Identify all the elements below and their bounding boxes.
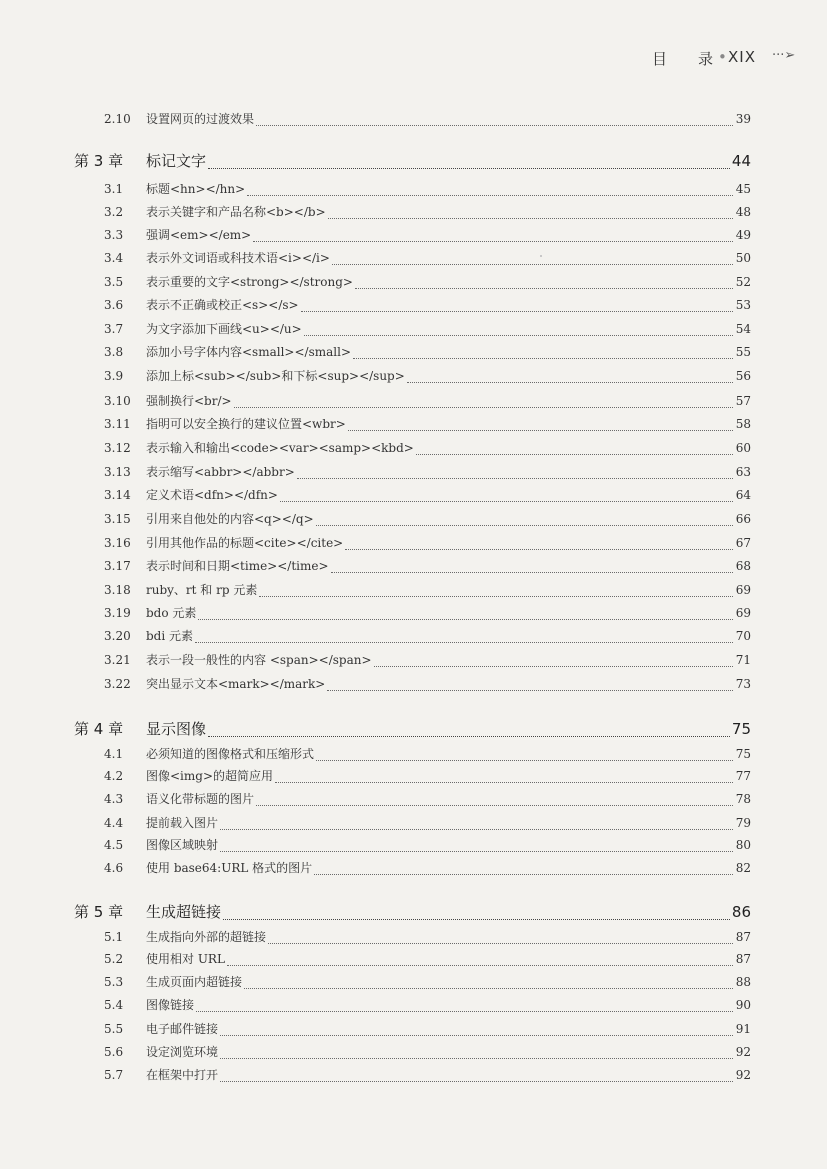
section-number: 3.9 [104,369,124,383]
page-number: 58 [735,417,751,431]
section-title: 使用 base64:URL 格式的图片 [146,861,313,875]
dot-leader [316,760,733,761]
section-number: 5.7 [104,1068,124,1082]
section-number: 3.18 [104,583,131,597]
dot-leader [345,549,733,550]
dot-leader [220,1081,733,1082]
running-header [630,46,810,70]
page-number: 57 [735,394,751,408]
page-number: 79 [735,816,751,830]
section-number: 3.5 [104,275,124,289]
section-number: 4.3 [104,792,124,806]
page-number: 64 [735,488,751,502]
dot-leader [331,572,733,573]
page-number: 92 [735,1068,751,1082]
dot-leader [353,358,733,359]
toc-section-row [104,296,751,316]
dot-leader [195,642,733,643]
section-title: 电子邮件链接 [146,1022,219,1036]
header-char-lu: 录 [698,50,714,68]
section-title: 表示缩写<abbr></abbr> [146,465,295,479]
section-title: 图像链接 [146,998,195,1012]
section-title: 定义术语<dfn></dfn> [146,488,278,502]
page-number: 73 [735,677,751,691]
section-number: 3.19 [104,606,131,620]
section-number: 3.12 [104,441,131,455]
dot-leader [304,335,733,336]
toc-section-row [104,226,751,246]
chapter-title: 标记文字 [146,152,207,170]
page-number: 68 [735,559,751,573]
dot-leader [407,382,733,383]
section-number: 3.16 [104,536,131,550]
page-number: 77 [735,769,751,783]
dot-leader [297,478,733,479]
section-number: 5.6 [104,1045,124,1059]
header-page-number: XIX [728,48,756,66]
toc-section-row [104,627,751,647]
dot-leader [220,829,733,830]
section-number: 5.5 [104,1022,124,1036]
toc-section-row [104,651,751,671]
section-title: 引用其他作品的标题<cite></cite> [146,536,344,550]
page-number: 90 [735,998,751,1012]
toc-section-row [104,320,751,340]
chapter-title: 显示图像 [146,720,207,738]
toc-section-row [104,675,751,695]
dot-leader [196,1011,733,1012]
page-number: 66 [735,512,751,526]
toc-section-row [104,557,751,577]
page-number: 92 [735,1045,751,1059]
toc-section-row [104,950,751,970]
page-number: 44 [731,152,751,170]
page-number: 86 [731,903,751,921]
dot-leader [259,596,733,597]
chapter-number: 第 5 章 [74,903,124,921]
page-number: 75 [735,747,751,761]
toc-section-row [104,203,751,223]
section-number: 3.4 [104,251,124,265]
page-number: 78 [735,792,751,806]
dot-leader [275,782,733,783]
section-title: 使用相对 URL [146,952,225,966]
toc-section-row [104,745,751,765]
section-title: 引用来自他处的内容<q></q> [146,512,314,526]
section-number: 3.10 [104,394,131,408]
dot-leader [223,919,730,920]
section-number: 5.2 [104,952,124,966]
dot-leader [220,1035,733,1036]
page-number: 45 [735,182,751,196]
page-number: 87 [735,952,751,966]
dot-leader [280,501,733,502]
toc-section-row [104,534,751,554]
page-number: 54 [735,322,751,336]
dot-leader [220,1058,733,1059]
toc-section-row [104,392,751,412]
header-separator: • [718,48,727,66]
section-number: 3.8 [104,345,124,359]
section-title: bdo 元素 [146,606,197,620]
dot-leader [256,805,733,806]
chapter-number: 第 3 章 [74,152,124,170]
section-title: bdi 元素 [146,629,194,643]
section-number: 5.1 [104,930,124,944]
page-number: 91 [735,1022,751,1036]
section-title: 表示外文词语或科技术语<i></i> [146,251,330,265]
section-number: 3.14 [104,488,131,502]
dot-leader [374,666,733,667]
toc-section-row [104,973,751,993]
section-title: 标题<hn></hn> [146,182,246,196]
page-number: 69 [735,583,751,597]
toc-section-row [104,463,751,483]
toc-section-row [104,814,751,834]
section-number: 3.2 [104,205,124,219]
section-title: 必须知道的图像格式和压缩形式 [146,747,315,761]
section-number: 3.21 [104,653,131,667]
section-title: 表示一段一般性的内容 <span></span> [146,653,372,667]
section-number: 2.10 [104,112,131,126]
section-number: 4.2 [104,769,124,783]
page-number: 63 [735,465,751,479]
section-title: 添加小号字体内容<small></small> [146,345,351,359]
toc-chapter-row [74,150,751,174]
section-number: 3.3 [104,228,124,242]
page-number: 49 [735,228,751,242]
section-title: 语义化带标题的图片 [146,792,255,806]
page-number: 39 [735,112,751,126]
section-title: 表示不正确或校正<s></s> [146,298,299,312]
arrow-icon: ···➢ [772,48,796,63]
page-number: 80 [735,838,751,852]
toc-section-row [104,415,751,435]
section-number: 4.1 [104,747,124,761]
dot-leader [198,619,733,620]
section-title: 强制换行<br/> [146,394,232,408]
toc-section-row [104,439,751,459]
section-title: 为文字添加下画线<u></u> [146,322,302,336]
toc-section-row [104,273,751,293]
header-char-mu: 目 [652,50,668,68]
section-title: 表示输入和输出<code><var><samp><kbd> [146,441,414,455]
section-title: 突出显示文本<mark></mark> [146,677,326,691]
section-title: 图像<img>的超简应用 [146,769,274,783]
toc-section-row [104,367,751,387]
section-number: 5.3 [104,975,124,989]
section-title: ruby、rt 和 rp 元素 [146,583,258,597]
page-number: 88 [735,975,751,989]
section-number: 3.11 [104,417,131,431]
dot-leader [328,218,733,219]
section-number: 4.5 [104,838,124,852]
dot-leader [227,965,733,966]
section-number: 3.22 [104,677,131,691]
toc-section-row [104,486,751,506]
toc-section-row [104,928,751,948]
toc-section-row [104,510,751,530]
page-number: 82 [735,861,751,875]
page-number: 48 [735,205,751,219]
page-number: 67 [735,536,751,550]
page-number: 50 [735,251,751,265]
section-title: 提前载入图片 [146,816,219,830]
section-title: 在框架中打开 [146,1068,219,1082]
page-number: 87 [735,930,751,944]
page-number: 60 [735,441,751,455]
dot-leader [314,874,733,875]
page-number: 56 [735,369,751,383]
dot-leader [253,241,733,242]
section-number: 3.13 [104,465,131,479]
section-number: 4.4 [104,816,124,830]
section-title: 生成页面内超链接 [146,975,243,989]
dot-leader [416,454,733,455]
section-number: 3.20 [104,629,131,643]
section-title: 图像区域映射 [146,838,219,852]
section-title: 表示时间和日期<time></time> [146,559,329,573]
dot-leader [348,430,733,431]
toc-section-row [104,996,751,1016]
section-number: 5.4 [104,998,124,1012]
page-number: 71 [735,653,751,667]
chapter-number: 第 4 章 [74,720,124,738]
toc-section-row [104,859,751,879]
page-number: 75 [731,720,751,738]
dot-leader [316,525,733,526]
page-number: 55 [735,345,751,359]
section-number: 3.7 [104,322,124,336]
toc-section-row [104,581,751,601]
dot-leader [208,168,730,169]
dot-leader [220,851,733,852]
page-number: 70 [735,629,751,643]
section-title: 强调<em></em> [146,228,252,242]
section-number: 4.6 [104,861,124,875]
toc-section-row [104,836,751,856]
dot-leader [244,988,733,989]
section-title: 表示关键字和产品名称<b></b> [146,205,326,219]
section-title: 生成指向外部的超链接 [146,930,267,944]
dot-leader [355,288,733,289]
chapter-title: 生成超链接 [146,903,222,921]
page-number: 53 [735,298,751,312]
page-number: 69 [735,606,751,620]
toc-section-row [104,767,751,787]
dot-leader [268,943,733,944]
toc-section-row [104,790,751,810]
section-title: 表示重要的文字<strong></strong> [146,275,353,289]
section-title: 指明可以安全换行的建议位置<wbr> [146,417,346,431]
toc-section-row [104,180,751,200]
toc-section-row [104,110,751,130]
toc-section-row [104,343,751,363]
section-title: 设定浏览环境 [146,1045,219,1059]
dot-leader [256,125,733,126]
dot-leader [208,736,730,737]
section-number: 3.17 [104,559,131,573]
section-number: 3.6 [104,298,124,312]
page-number: 52 [735,275,751,289]
section-title: 添加上标<sub></sub>和下标<sup></sup> [146,369,405,383]
section-number: 3.1 [104,182,124,196]
toc-section-row [104,1066,751,1086]
toc-section-row [104,604,751,624]
dot-leader [301,311,733,312]
toc-section-row [104,1043,751,1063]
toc-section-row [104,1020,751,1040]
toc-section-row [104,249,751,269]
dot-leader [234,407,733,408]
toc-chapter-row [74,901,751,925]
dot-leader [327,690,733,691]
toc-chapter-row [74,718,751,742]
section-title: 设置网页的过渡效果 [146,112,255,126]
section-number: 3.15 [104,512,131,526]
dot-leader [332,264,733,265]
dot-leader [247,195,733,196]
